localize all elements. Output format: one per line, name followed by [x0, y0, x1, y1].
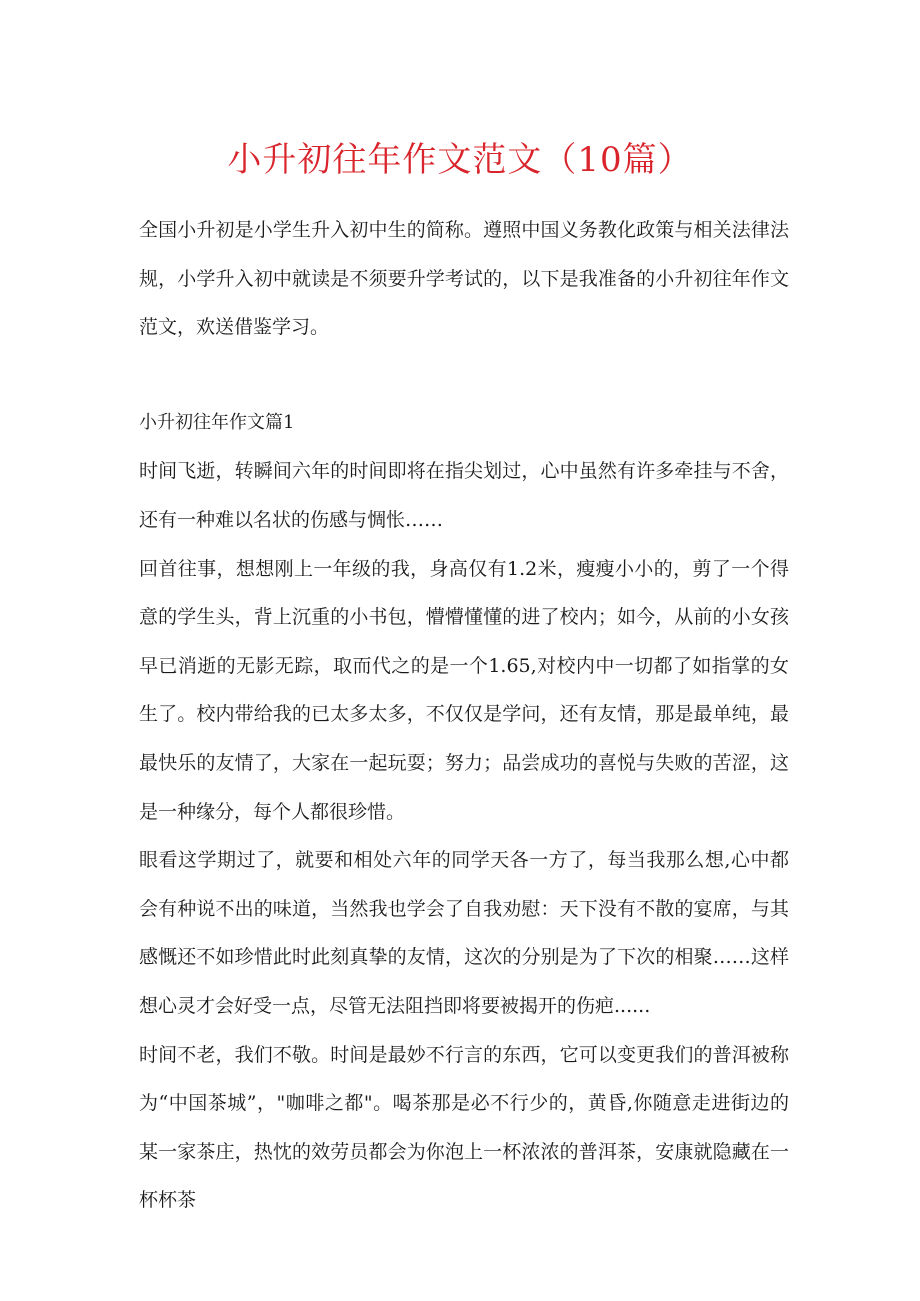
body-paragraph-4: 时间不老，我们不敬。时间是最妙不行言的东西，它可以变更我们的普洱被称为“中国茶城”，"咖啡之都"。喝茶那是必不行少的，黄昏,你随意走进街边的某一家茶庄，热忱的效劳员都会为你泡上一杯浓浓的普洱茶，安康就隐藏在一杯杯茶: [139, 1043, 789, 1212]
page-title: 小升初往年作文范文（10篇）: [227, 140, 693, 180]
document-body: [139, 206, 789, 1225]
body-paragraph-1: 时间飞逝，转瞬间六年的时间即将在指尖划过，心中虽然有许多牵挂与不舍，还有一种难以名状的伤感与惆怅……: [139, 460, 789, 531]
section-heading: 小升初往年作文篇1: [139, 411, 295, 433]
body-paragraph-3: 眼看这学期过了，就要和相处六年的同学天各一方了，每当我那么想,心中都会有种说不出的味道，当然我也学会了自我劝慰：天下没有不散的宴席，与其感慨还不如珍惜此时此刻真挚的友情，这次的分别是为了下次的相聚……这样想心灵才会好受一点，尽管无法阻挡即将要被揭开的伤疤......: [139, 849, 789, 1017]
body-paragraph-2: 回首往事，想想刚上一年级的我，身高仅有1.2米，瘦瘦小小的，剪了一个得意的学生头，背上沉重的小书包，懵懵懂懂的进了校内；如今，从前的小女孩早已消逝的无影无踪，取而代之的是一个1.65,对校内中一切都了如指掌的女生了。校内带给我的已太多太多，不仅仅是学问，还有友情，那是最单纯，最最快乐的友情了，大家在一起玩耍；努力；品尝成功的喜悦与失败的苦涩，这是一种缘分，每个人都很珍惜。: [139, 557, 789, 823]
intro-paragraph: 全国小升初是小学生升入初中生的简称。遵照中国义务教化政策与相关法律法规，小学升入初中就读是不须要升学考试的，以下是我准备的小升初往年作文范文，欢送借鉴学习。: [139, 219, 789, 339]
